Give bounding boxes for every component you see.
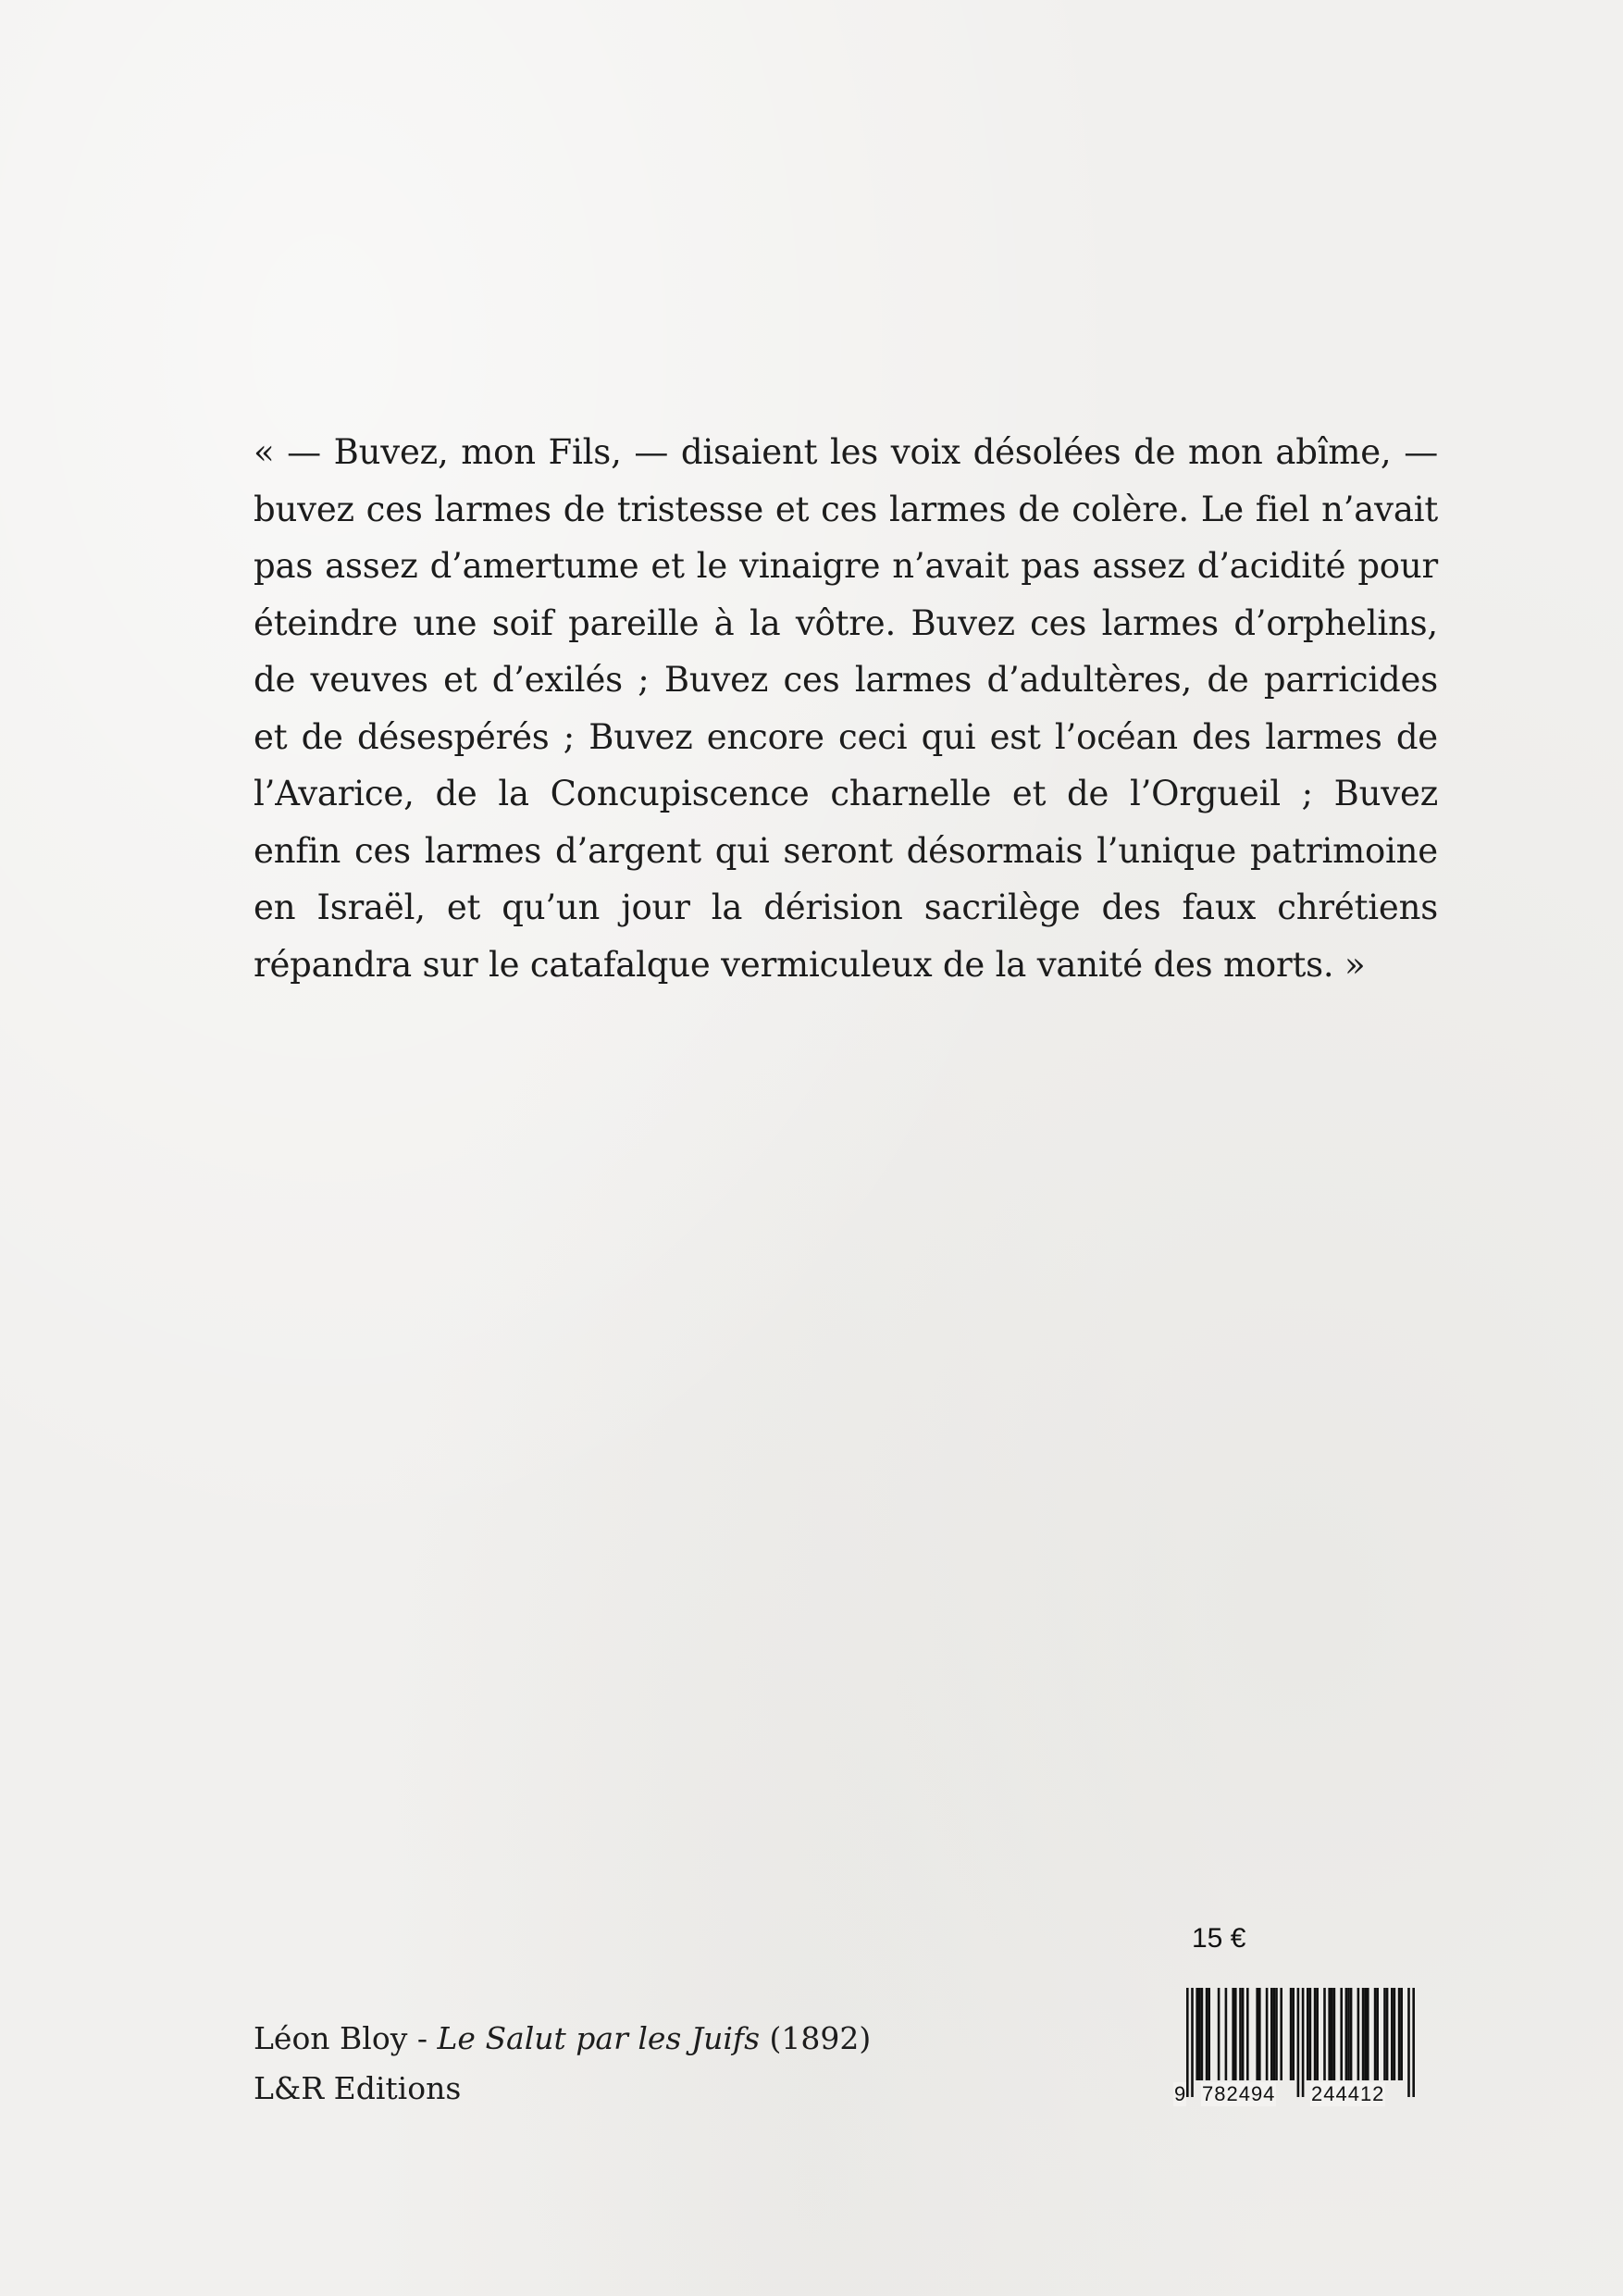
barcode-bar [1280, 1988, 1282, 2080]
publisher-name: L&R Editions [254, 2070, 462, 2106]
barcode-bar [1383, 1988, 1386, 2080]
barcode-bar [1292, 1988, 1295, 2080]
barcode-right-digits: 244412 [1311, 2082, 1385, 2105]
barcode-bar [1309, 1988, 1312, 2080]
barcode-bar [1239, 1988, 1242, 2080]
barcode-bar [1201, 1988, 1204, 2080]
barcode-bar [1275, 1988, 1278, 2080]
barcode-bar [1407, 1988, 1410, 2097]
author-title-separator: - [407, 2020, 438, 2056]
barcode-bar [1246, 1988, 1249, 2080]
barcode-bar [1323, 1988, 1326, 2080]
price-label: 15 € [1192, 1923, 1246, 1954]
barcode-digits [1173, 2082, 1428, 2110]
barcode-bar [1186, 1988, 1189, 2097]
barcode-bar [1196, 1988, 1198, 2080]
barcode-bar [1364, 1988, 1367, 2080]
barcode-bar [1206, 1988, 1208, 2080]
barcode-bar [1367, 1988, 1369, 2080]
barcode-bar [1232, 1988, 1234, 2080]
barcode-bar [1270, 1988, 1273, 2080]
credits-block [254, 2014, 871, 2114]
barcode-bar [1376, 1988, 1379, 2080]
barcode-bar [1331, 1988, 1333, 2080]
barcode-bar [1386, 1988, 1389, 2080]
barcode-bar [1374, 1988, 1377, 2080]
barcode-bar [1225, 1988, 1228, 2080]
barcode-bar [1400, 1988, 1403, 2080]
barcode-bar [1412, 1988, 1415, 2097]
author-title-line [254, 2014, 871, 2064]
barcode-bar [1191, 1988, 1194, 2097]
barcode-bar [1314, 1988, 1317, 2080]
barcode-bar [1316, 1988, 1319, 2080]
book-title: Le Salut par les Juifs [437, 2020, 761, 2056]
barcode-bar [1266, 1988, 1269, 2080]
author-name: Léon Bloy [254, 2020, 408, 2056]
publication-year: (1892) [760, 2020, 872, 2056]
back-cover-quote: « — Buvez, mon Fils, — disaient les voix désolées de mon abîme, — buvez ces larmes de tristesse et ces larmes de colère. Le fiel n’avait pas assez d’amertume et le vinaigre n’avait pas assez d’acidité pour éteindre une soif pareille à la vôtre. Buvez ces larmes d’orphelins, de veuves et d’exilés ; Buvez ces larmes d’adultères, de parricides et de désespérés ; Buvez encore ceci qui est l’océan des larmes de l’Avarice, de la Concupiscence charnelle et de l’Orgueil ; Buvez enfin ces larmes d’argent qui seront désormais l’unique patrimoine en Israël, et qu’un jour la dérision sacrilège des faux chrétiens répandra sur le catafalque vermiculeux de la vanité des morts. » [254, 432, 1438, 985]
barcode-bar [1302, 1988, 1305, 2097]
barcode-bar [1340, 1988, 1343, 2080]
barcode-bar [1398, 1988, 1401, 2080]
barcode-bar [1218, 1988, 1220, 2080]
barcode-bar [1333, 1988, 1336, 2080]
barcode-bar [1208, 1988, 1210, 2080]
barcode-bar [1350, 1988, 1353, 2080]
barcode-bar [1290, 1988, 1293, 2080]
barcode-bar [1328, 1988, 1331, 2080]
barcode-bar [1345, 1988, 1348, 2080]
barcode-bar [1256, 1988, 1258, 2080]
barcode-bar [1347, 1988, 1350, 2080]
barcode-bar [1362, 1988, 1365, 2080]
barcode-bar [1198, 1988, 1201, 2080]
barcode-bar [1391, 1988, 1394, 2080]
barcode-bar [1297, 1988, 1300, 2097]
barcode-bar [1258, 1988, 1261, 2080]
barcode-bar [1357, 1988, 1360, 2080]
barcode-bar [1307, 1988, 1309, 2080]
barcode-first-digit: 9 [1174, 2082, 1186, 2105]
barcode-bar [1234, 1988, 1237, 2080]
barcode-left-digits: 782494 [1202, 2082, 1276, 2105]
barcode-bar [1394, 1988, 1396, 2080]
barcode-bar [1242, 1988, 1245, 2080]
barcode-bar [1273, 1988, 1276, 2080]
